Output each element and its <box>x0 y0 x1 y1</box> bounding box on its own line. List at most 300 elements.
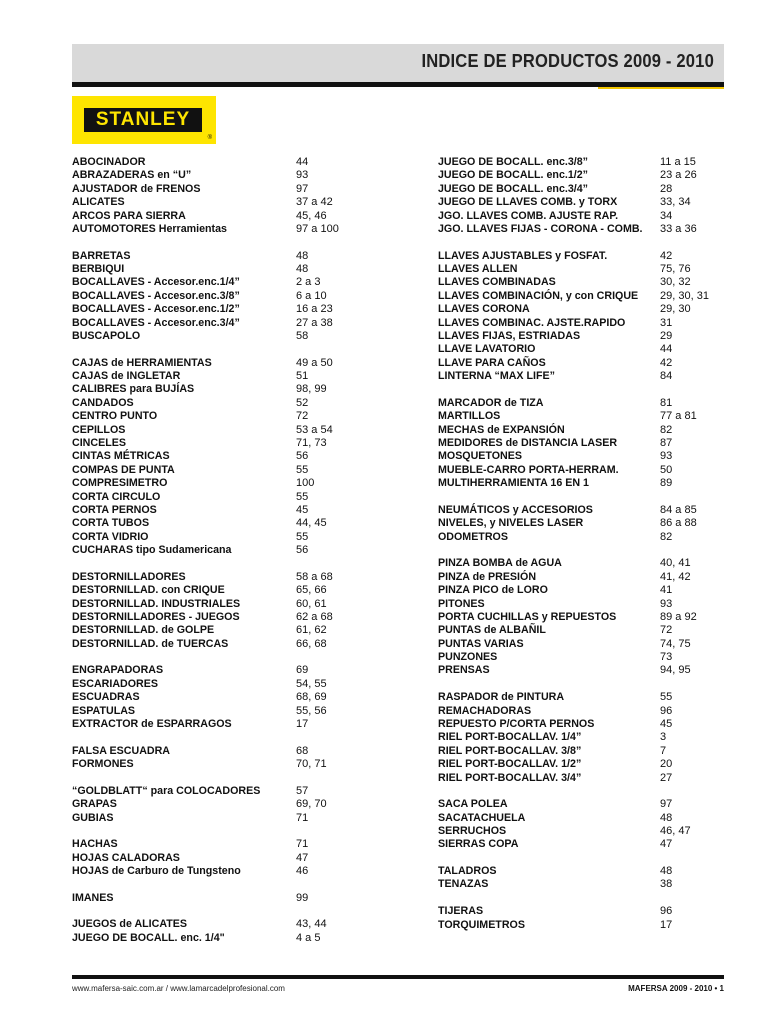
index-entry <box>438 772 728 785</box>
index-group <box>72 357 372 558</box>
index-entry <box>72 196 372 209</box>
index-entry <box>72 798 372 811</box>
footer-rule <box>72 975 724 979</box>
entry-term: DESTORNILLAD. INDUSTRIALES <box>72 597 241 610</box>
index-entry <box>438 731 728 744</box>
entry-term: “GOLDBLATT“ para COLOCADORES <box>72 784 261 797</box>
entry-term: ABOCINADOR <box>72 156 146 168</box>
entry-term: CORTA VIDRIO <box>72 530 149 543</box>
entry-term: HACHAS <box>72 838 118 851</box>
entry-pages: 33 a 36 <box>660 222 697 235</box>
entry-pages: 55 <box>296 463 309 476</box>
index-group <box>438 905 728 932</box>
entry-pages: 42 <box>660 249 673 262</box>
index-entry <box>438 584 728 597</box>
entry-pages: 98, 99 <box>296 383 327 396</box>
entry-term: REMACHADORAS <box>438 704 532 717</box>
entry-term: SERRUCHOS <box>438 824 507 837</box>
entry-term: CAJAS de INGLETAR <box>72 370 181 383</box>
index-entry <box>72 223 372 236</box>
entry-pages: 55 <box>660 691 673 704</box>
entry-term: BOCALLAVES - Accesor.enc.1/4” <box>72 276 240 289</box>
entry-pages: 38 <box>660 878 673 891</box>
index-entry <box>438 745 728 758</box>
entry-pages: 52 <box>296 396 309 409</box>
index-entry <box>438 638 728 651</box>
index-entry <box>438 169 728 182</box>
index-entry <box>72 169 372 182</box>
index-entry <box>72 865 372 878</box>
entry-pages: 68, 69 <box>296 691 327 704</box>
index-entry <box>72 383 372 396</box>
entry-pages: 51 <box>296 370 309 383</box>
entry-pages: 97 <box>660 798 673 811</box>
entry-term: LINTERNA “MAX LIFE” <box>438 370 555 383</box>
entry-term: RIEL PORT-BOCALLAV. 3/4” <box>438 771 582 784</box>
entry-term: RIEL PORT-BOCALLAV. 1/4” <box>438 731 582 744</box>
index-entry <box>438 437 728 450</box>
entry-pages: 65, 66 <box>296 584 327 597</box>
index-entry <box>72 370 372 383</box>
entry-pages: 27 <box>660 771 673 784</box>
index-group <box>438 504 728 544</box>
entry-term: PITONES <box>438 597 485 610</box>
entry-term: LLAVES COMBINAC. AJSTE.RAPIDO <box>438 316 626 329</box>
entry-pages: 69 <box>296 664 309 677</box>
entry-pages: 58 a 68 <box>296 570 333 583</box>
entry-term: PUNTAS VARIAS <box>438 637 524 650</box>
entry-pages: 23 a 26 <box>660 169 697 182</box>
index-entry <box>72 584 372 597</box>
entry-pages: 99 <box>296 891 309 904</box>
index-group <box>438 250 728 384</box>
entry-term: MUEBLE-CARRO PORTA-HERRAM. <box>438 463 619 476</box>
index-entry <box>72 156 372 169</box>
entry-pages: 48 <box>660 811 673 824</box>
index-entry <box>72 317 372 330</box>
entry-pages: 93 <box>660 450 673 463</box>
entry-term: BOCALLAVES - Accesor.enc.3/4” <box>72 316 240 329</box>
index-entry <box>72 491 372 504</box>
entry-pages: 71 <box>296 811 309 824</box>
entry-term: ESPATULAS <box>72 704 136 717</box>
index-column-right <box>438 156 728 945</box>
index-entry <box>72 263 372 276</box>
entry-term: ESCUADRAS <box>72 691 140 704</box>
entry-term: REPUESTO P/CORTA PERNOS <box>438 717 595 730</box>
entry-pages: 81 <box>660 396 673 409</box>
entry-pages: 73 <box>660 651 673 664</box>
entry-term: JUEGO DE BOCALL. enc.1/2” <box>438 169 589 182</box>
index-entry <box>72 330 372 343</box>
entry-term: JGO. LLAVES FIJAS - CORONA - COMB. <box>438 222 643 235</box>
index-entry <box>438 424 728 437</box>
index-entry <box>72 611 372 624</box>
entry-pages: 96 <box>660 704 673 717</box>
entry-term: FALSA ESCUADRA <box>72 744 171 757</box>
entry-term: PORTA CUCHILLAS y REPUESTOS <box>438 610 617 623</box>
entry-pages: 97 <box>296 182 309 195</box>
index-entry <box>438 183 728 196</box>
index-entry <box>72 531 372 544</box>
entry-pages: 82 <box>660 530 673 543</box>
index-entry <box>72 357 372 370</box>
entry-term: JUEGO DE BOCALL. enc.3/4” <box>438 182 589 195</box>
entry-term: TIJERAS <box>438 905 484 918</box>
footer-page-label: MAFERSA 2009 - 2010 • 1 <box>628 984 724 993</box>
entry-term: PRENSAS <box>438 664 490 677</box>
index-group <box>72 156 372 236</box>
index-entry <box>72 691 372 704</box>
entry-pages: 58 <box>296 329 309 342</box>
entry-pages: 34 <box>660 209 673 222</box>
entry-term: SACA POLEA <box>438 798 508 811</box>
index-group <box>438 557 728 678</box>
page-title: INDICE DE PRODUCTOS 2009 - 2010 <box>421 51 714 71</box>
entry-pages: 55, 56 <box>296 704 327 717</box>
entry-pages: 93 <box>660 597 673 610</box>
entry-term: ENGRAPADORAS <box>72 664 164 677</box>
entry-term: DESTORNILLAD. con CRIQUE <box>72 584 225 597</box>
entry-term: LLAVES CORONA <box>438 303 530 316</box>
index-entry <box>438 598 728 611</box>
entry-term: AJUSTADOR de FRENOS <box>72 182 201 195</box>
entry-term: DESTORNILLADORES - JUEGOS <box>72 611 240 623</box>
entry-pages: 68 <box>296 744 309 757</box>
entry-term: RIEL PORT-BOCALLAV. 1/2” <box>438 758 582 771</box>
entry-pages: 3 <box>660 731 667 744</box>
index-entry <box>438 156 728 169</box>
index-entry <box>438 825 728 838</box>
entry-term: PINZA PICO de LORO <box>438 584 548 597</box>
entry-pages: 56 <box>296 544 309 557</box>
entry-term: COMPRESIMETRO <box>72 477 168 490</box>
index-entry <box>72 812 372 825</box>
entry-pages: 48 <box>660 865 673 878</box>
entry-pages: 33, 34 <box>660 196 691 209</box>
entry-term: CAJAS de HERRAMIENTAS <box>72 356 212 369</box>
entry-term: PUNTAS de ALBAÑIL <box>438 624 546 637</box>
entry-pages: 69, 70 <box>296 798 327 811</box>
index-entry <box>72 504 372 517</box>
entry-pages: 40, 41 <box>660 557 691 570</box>
entry-term: RASPADOR de PINTURA <box>438 691 565 704</box>
entry-pages: 86 a 88 <box>660 517 697 530</box>
index-entry <box>438 290 728 303</box>
index-entry <box>72 598 372 611</box>
index-group <box>72 838 372 878</box>
entry-pages: 16 a 23 <box>296 303 333 316</box>
entry-term: DESTORNILLADORES <box>72 570 186 583</box>
index-entry <box>438 410 728 423</box>
index-entry <box>72 664 372 677</box>
index-entry <box>438 919 728 932</box>
index-entry <box>72 276 372 289</box>
entry-pages: 60, 61 <box>296 597 327 610</box>
entry-term: JGO. LLAVES COMB. AJUSTE RAP. <box>438 209 619 222</box>
entry-term: TORQUIMETROS <box>438 918 525 931</box>
entry-term: BUSCAPOLO <box>72 329 141 342</box>
entry-term: CINCELES <box>72 437 126 450</box>
entry-pages: 47 <box>296 851 309 864</box>
entry-term: MEDIDORES de DISTANCIA LASER <box>438 437 618 450</box>
index-entry <box>438 571 728 584</box>
entry-term: CUCHARAS tipo Sudamericana <box>72 544 232 557</box>
entry-term: ABRAZADERAS en “U” <box>72 169 192 182</box>
entry-pages: 55 <box>296 490 309 503</box>
index-entry <box>438 210 728 223</box>
entry-pages: 41, 42 <box>660 570 691 583</box>
entry-pages: 29 <box>660 329 673 342</box>
index-entry <box>438 705 728 718</box>
entry-pages: 2 a 3 <box>296 276 321 289</box>
entry-pages: 66, 68 <box>296 637 327 650</box>
index-group <box>438 397 728 491</box>
entry-term: FORMONES <box>72 758 134 771</box>
entry-pages: 42 <box>660 356 673 369</box>
index-entry <box>438 397 728 410</box>
entry-term: RIEL PORT-BOCALLAV. 3/8” <box>438 744 582 757</box>
stanley-logo <box>72 96 216 144</box>
index-entry <box>438 343 728 356</box>
index-entry <box>72 303 372 316</box>
entry-term: ODOMETROS <box>438 530 508 543</box>
index-column-left <box>72 156 372 959</box>
entry-pages: 53 a 54 <box>296 423 333 436</box>
index-entry <box>438 330 728 343</box>
entry-pages: 71, 73 <box>296 437 327 450</box>
entry-term: BERBIQUI <box>72 263 125 276</box>
entry-term: CINTAS MÉTRICAS <box>72 450 170 463</box>
entry-term: ESCARIADORES <box>72 677 158 690</box>
index-entry <box>438 664 728 677</box>
index-entry <box>438 624 728 637</box>
entry-pages: 44 <box>660 343 673 356</box>
entry-pages: 72 <box>296 410 309 423</box>
index-entry <box>72 250 372 263</box>
entry-pages: 27 a 38 <box>296 316 333 329</box>
entry-term: ALICATES <box>72 196 125 209</box>
entry-term: TALADROS <box>438 865 497 878</box>
entry-term: CORTA TUBOS <box>72 517 150 530</box>
entry-pages: 45, 46 <box>296 209 327 222</box>
footer-links[interactable]: www.mafersa-saic.com.ar / www.lamarcadelprofesional.com <box>72 984 285 993</box>
index-group <box>72 571 372 651</box>
index-group <box>72 250 372 344</box>
index-group <box>72 745 372 772</box>
index-entry <box>438 531 728 544</box>
index-entry <box>438 276 728 289</box>
index-entry <box>438 718 728 731</box>
entry-pages: 43, 44 <box>296 918 327 931</box>
index-entry <box>438 865 728 878</box>
entry-pages: 61, 62 <box>296 624 327 637</box>
index-entry <box>438 758 728 771</box>
entry-pages: 41 <box>660 584 673 597</box>
entry-pages: 4 a 5 <box>296 931 321 944</box>
entry-pages: 46, 47 <box>660 824 691 837</box>
entry-term: DESTORNILLAD. de GOLPE <box>72 624 215 637</box>
index-entry <box>438 357 728 370</box>
index-entry <box>438 838 728 851</box>
index-entry <box>72 437 372 450</box>
index-entry <box>438 250 728 263</box>
entry-pages: 62 a 68 <box>296 611 333 623</box>
index-group <box>438 691 728 785</box>
entry-term: MULTIHERRAMIENTA 16 EN 1 <box>438 477 589 490</box>
index-entry <box>72 758 372 771</box>
index-entry <box>72 424 372 437</box>
header-band <box>72 44 724 82</box>
index-entry <box>438 557 728 570</box>
entry-pages: 29, 30 <box>660 303 691 316</box>
index-entry <box>438 223 728 236</box>
index-group <box>72 918 372 945</box>
index-entry <box>438 317 728 330</box>
entry-term: LLAVES COMBINACIÓN, y con CRIQUE <box>438 289 639 302</box>
index-entry <box>438 450 728 463</box>
index-entry <box>438 691 728 704</box>
index-group <box>72 664 372 731</box>
entry-term: CALIBRES para BUJÍAS <box>72 383 195 396</box>
index-entry <box>438 303 728 316</box>
index-entry <box>72 571 372 584</box>
entry-term: SIERRAS COPA <box>438 838 519 851</box>
entry-term: MARCADOR de TIZA <box>438 396 544 409</box>
entry-term: JUEGOS de ALICATES <box>72 918 188 931</box>
index-group <box>438 865 728 892</box>
entry-term: HOJAS de Carburo de Tungsteno <box>72 865 241 878</box>
entry-pages: 28 <box>660 182 673 195</box>
index-entry <box>438 651 728 664</box>
entry-pages: 49 a 50 <box>296 356 333 369</box>
entry-pages: 87 <box>660 437 673 450</box>
index-entry <box>72 397 372 410</box>
entry-pages: 54, 55 <box>296 677 327 690</box>
entry-pages: 50 <box>660 463 673 476</box>
entry-pages: 31 <box>660 316 673 329</box>
index-entry <box>438 504 728 517</box>
index-entry <box>438 196 728 209</box>
index-entry <box>72 718 372 731</box>
index-entry <box>438 798 728 811</box>
index-entry <box>72 517 372 530</box>
entry-term: PINZA BOMBA de AGUA <box>438 557 562 570</box>
entry-pages: 77 a 81 <box>660 410 697 423</box>
entry-pages: 100 <box>296 477 315 490</box>
index-entry <box>438 611 728 624</box>
entry-term: EXTRACTOR de ESPARRAGOS <box>72 718 232 731</box>
entry-term: MOSQUETONES <box>438 450 522 463</box>
entry-term: COMPAS DE PUNTA <box>72 463 175 476</box>
entry-pages: 44, 45 <box>296 517 327 530</box>
entry-pages: 93 <box>296 169 309 182</box>
entry-term: MECHAS de EXPANSIÓN <box>438 423 565 436</box>
entry-pages: 97 a 100 <box>296 222 339 235</box>
entry-pages: 45 <box>296 503 309 516</box>
entry-pages: 7 <box>660 744 667 757</box>
index-entry <box>72 290 372 303</box>
entry-pages: 57 <box>296 784 309 797</box>
entry-pages: 37 a 42 <box>296 196 333 209</box>
index-group <box>438 798 728 852</box>
entry-pages: 44 <box>296 156 309 168</box>
index-entry <box>438 477 728 490</box>
entry-pages: 6 a 10 <box>296 289 327 302</box>
index-entry <box>72 678 372 691</box>
index-entry <box>438 878 728 891</box>
entry-pages: 46 <box>296 865 309 878</box>
entry-term: PINZA de PRESIÓN <box>438 570 537 583</box>
index-entry <box>438 517 728 530</box>
entry-term: DESTORNILLAD. de TUERCAS <box>72 637 229 650</box>
entry-term: NEUMÁTICOS y ACCESORIOS <box>438 503 593 516</box>
index-entry <box>72 544 372 557</box>
entry-term: CANDADOS <box>72 396 134 409</box>
index-entry <box>72 464 372 477</box>
index-entry <box>72 477 372 490</box>
entry-pages: 96 <box>660 905 673 918</box>
index-entry <box>72 624 372 637</box>
entry-term: CORTA PERNOS <box>72 503 157 516</box>
entry-term: GUBIAS <box>72 811 114 824</box>
entry-pages: 75, 76 <box>660 263 691 276</box>
entry-pages: 82 <box>660 423 673 436</box>
entry-term: CENTRO PUNTO <box>72 410 158 423</box>
index-entry <box>438 464 728 477</box>
entry-term: LLAVES FIJAS, ESTRIADAS <box>438 329 581 342</box>
entry-pages: 48 <box>296 249 309 262</box>
index-entry <box>72 450 372 463</box>
entry-term: TENAZAS <box>438 878 489 891</box>
entry-pages: 20 <box>660 758 673 771</box>
stanley-logo-wordmark: STANLEY <box>84 108 202 132</box>
index-group <box>72 892 372 905</box>
index-entry <box>72 183 372 196</box>
index-entry <box>72 918 372 931</box>
entry-term: NIVELES, y NIVELES LASER <box>438 517 584 530</box>
index-entry <box>438 263 728 276</box>
entry-term: MARTILLOS <box>438 410 501 423</box>
index-entry <box>72 852 372 865</box>
entry-term: CORTA CIRCULO <box>72 490 161 503</box>
index-entry <box>72 838 372 851</box>
index-group <box>72 785 372 825</box>
entry-pages: 71 <box>296 838 309 851</box>
entry-term: JUEGO DE LLAVES COMB. y TORX <box>438 196 618 209</box>
index-entry <box>72 892 372 905</box>
entry-term: IMANES <box>72 891 114 904</box>
entry-term: BARRETAS <box>72 249 131 262</box>
index-entry <box>438 370 728 383</box>
entry-term: LLAVE LAVATORIO <box>438 343 536 356</box>
index-group <box>438 156 728 236</box>
entry-term: BOCALLAVES - Accesor.enc.1/2” <box>72 303 240 316</box>
entry-pages: 84 a 85 <box>660 503 697 516</box>
entry-pages: 30, 32 <box>660 276 691 289</box>
entry-term: GRAPAS <box>72 798 117 811</box>
index-entry <box>72 705 372 718</box>
index-entry <box>72 785 372 798</box>
entry-term: LLAVE PARA CAÑOS <box>438 356 546 369</box>
entry-term: AUTOMOTORES Herramientas <box>72 222 227 235</box>
registered-mark: ® <box>207 135 212 141</box>
entry-pages: 56 <box>296 450 309 463</box>
entry-pages: 89 <box>660 477 673 490</box>
index-entry <box>438 905 728 918</box>
entry-pages: 45 <box>660 717 673 730</box>
entry-term: HOJAS CALADORAS <box>72 851 180 864</box>
